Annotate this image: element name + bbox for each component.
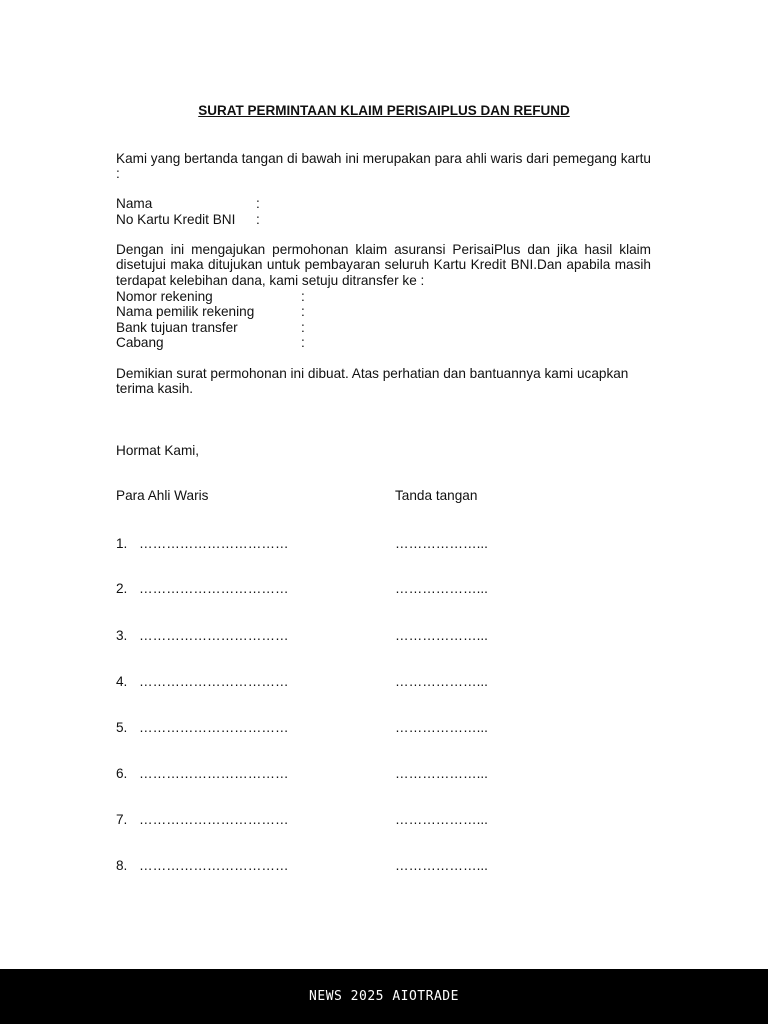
heir-signature-line: ………………... [395, 766, 488, 781]
heir-number: 7. [116, 812, 128, 827]
holder-field-card-label: No Kartu Kredit BNI [116, 212, 236, 227]
heir-signature-line: ………………... [395, 858, 488, 873]
bank-field-account-number-sep: : [301, 289, 305, 304]
salutation: Hormat Kami, [116, 443, 200, 458]
footer-banner [0, 969, 768, 1024]
heir-signature-line: ………………... [395, 812, 488, 827]
bank-field-account-owner-label: Nama pemilik rekening [116, 304, 255, 319]
bank-field-account-owner-sep: : [301, 304, 305, 319]
bank-field-branch-sep: : [301, 335, 305, 350]
heir-name-line: …………………………… [139, 674, 289, 689]
heir-signature-line: ………………... [395, 581, 488, 596]
holder-field-name-label: Nama [116, 196, 153, 211]
heir-name-line: …………………………… [139, 720, 289, 735]
heir-name-line: …………………………… [139, 628, 289, 643]
holder-field-name-sep: : [256, 196, 260, 211]
signature-column-heading: Tanda tangan [395, 488, 478, 503]
intro-paragraph: Kami yang bertanda tangan di bawah ini merupakan para ahli waris dari pemegang kartu : [116, 151, 651, 182]
document-title: SURAT PERMINTAAN KLAIM PERISAIPLUS DAN REFUND [198, 103, 570, 118]
heir-signature-line: ………………... [395, 720, 488, 735]
heir-name-line: …………………………… [139, 581, 289, 596]
heir-name-line: …………………………… [139, 858, 289, 873]
heir-number: 1. [116, 536, 128, 551]
heir-number: 4. [116, 674, 128, 689]
heir-number: 5. [116, 720, 128, 735]
heir-signature-line: ………………... [395, 674, 488, 689]
heir-number: 3. [116, 628, 128, 643]
bank-field-branch-label: Cabang [116, 335, 164, 350]
heir-number: 8. [116, 858, 128, 873]
heir-name-line: …………………………… [139, 812, 289, 827]
heir-name-line: …………………………… [139, 536, 289, 551]
bank-field-destination-bank-sep: : [301, 320, 305, 335]
heirs-column-heading: Para Ahli Waris [116, 488, 209, 503]
request-paragraph: Dengan ini mengajukan permohonan klaim asuransi PerisaiPlus dan jika hasil klaim disetujui maka ditujukan untuk pembayaran seluruh Kartu Kredit BNI.Dan apabila masih terdapat kelebihan dana, kami setuju ditransfer ke : [116, 242, 651, 288]
closing-paragraph: Demikian surat permohonan ini dibuat. Atas perhatian dan bantuannya kami ucapkan terima kasih. [116, 366, 629, 397]
heir-number: 2. [116, 581, 128, 596]
bank-field-destination-bank-label: Bank tujuan transfer [116, 320, 238, 335]
holder-field-card-sep: : [256, 212, 260, 227]
heir-signature-line: ………………... [395, 628, 488, 643]
heir-name-line: …………………………… [139, 766, 289, 781]
footer-text: NEWS 2025 AIOTRADE [309, 989, 459, 1004]
heir-signature-line: ………………... [395, 536, 488, 551]
heir-number: 6. [116, 766, 128, 781]
bank-field-account-number-label: Nomor rekening [116, 289, 213, 304]
